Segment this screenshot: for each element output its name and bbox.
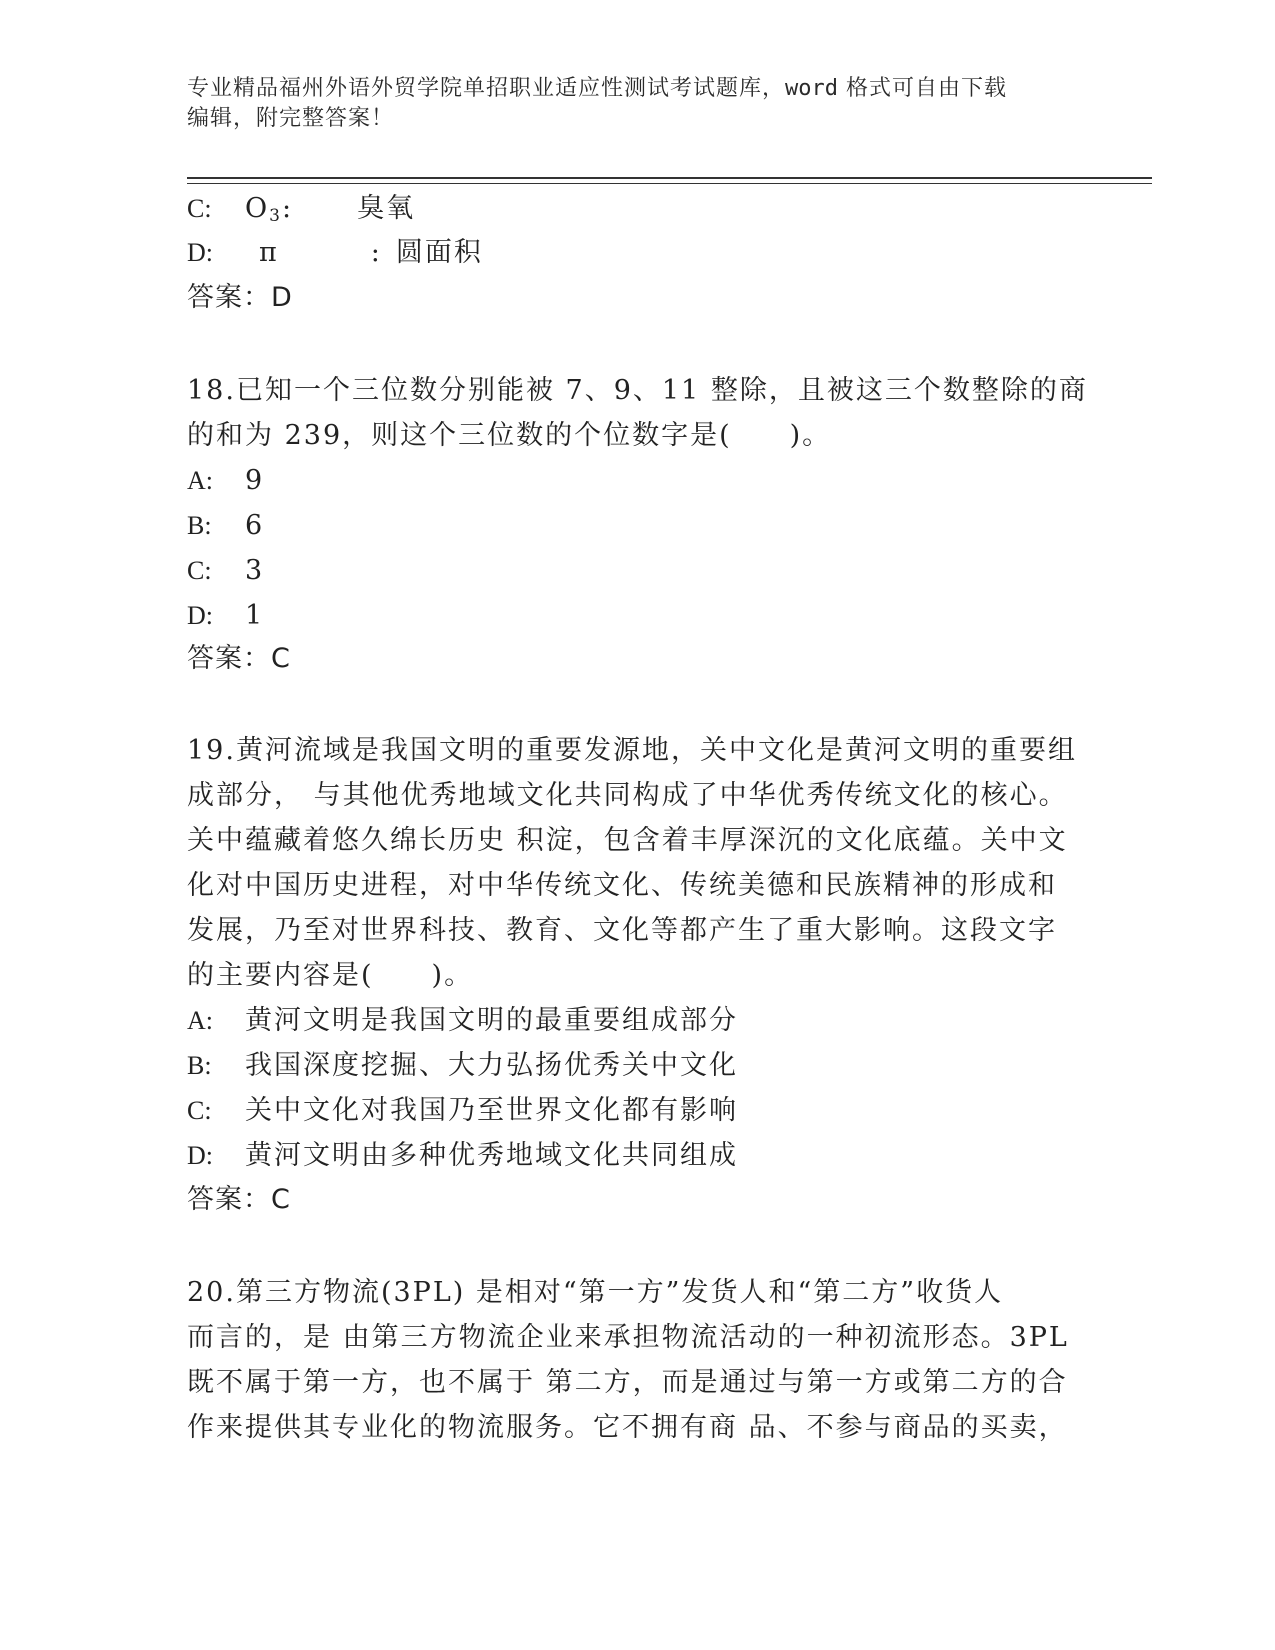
q18-option-c <box>187 554 264 588</box>
option-text: 臭氧 <box>357 193 416 224</box>
option-text: 9 <box>245 465 265 496</box>
option-letter: B: <box>187 1051 212 1080</box>
option-text: 关中文化对我国乃至世界文化都有影响 <box>245 1095 738 1126</box>
q19-stem-line-1: 19.黄河流域是我国文明的重要发源地，关中文化是黄河文明的重要组 <box>187 735 1077 766</box>
q19-option-b <box>187 1049 738 1083</box>
q19-answer: 答案：C <box>187 1184 291 1215</box>
q18-stem-line-1: 18.已知一个三位数分别能被 7、9、11 整除，且被这三个数整除的商 <box>187 375 1088 406</box>
option-letter: D: <box>187 601 213 630</box>
option-letter: C: <box>187 1096 212 1125</box>
q17-option-d <box>187 236 483 270</box>
page-header <box>187 74 1067 134</box>
option-letter: A: <box>187 1006 213 1035</box>
header-line-1-suffix: 格式可自由下载 <box>838 76 1007 101</box>
option-letter: D: <box>187 1141 213 1170</box>
header-divider-thin <box>187 183 1152 184</box>
header-line-1 <box>187 74 1067 104</box>
q20-stem-line-1: 20.第三方物流(3PL) 是相对“第一方”发货人和“第二方”收货人 <box>187 1277 1004 1308</box>
option-text: 3 <box>245 555 265 586</box>
formula-colon: : <box>281 193 294 224</box>
q20-stem-line-2: 而言的，是 由第三方物流企业来承担物流活动的一种初流形态。3PL <box>187 1322 1069 1353</box>
q19-stem-line-3: 关中蕴藏着悠久绵长历史 积淀，包含着丰厚深沉的文化底蕴。关中文 <box>187 825 1068 856</box>
option-text: 黄河文明由多种优秀地域文化共同组成 <box>245 1140 738 1171</box>
q18-answer: 答案：C <box>187 643 291 674</box>
header-line-2: 编辑，附完整答案！ <box>187 106 395 131</box>
header-divider-thick <box>187 177 1152 179</box>
q19-option-c <box>187 1094 738 1128</box>
option-text: 1 <box>245 600 265 631</box>
q19-stem-line-5: 发展，乃至对世界科技、教育、文化等都产生了重大影响。这段文字 <box>187 915 1057 946</box>
q17-option-c <box>187 192 415 226</box>
q19-stem-line-6: 的主要内容是( )。 <box>187 960 474 991</box>
option-text: 圆面积 <box>395 237 483 268</box>
header-word-label: word <box>785 76 838 101</box>
q19-stem-line-2: 成部分， 与其他优秀地域文化共同构成了中华优秀传统文化的核心。 <box>187 780 1068 811</box>
option-letter: C: <box>187 194 212 223</box>
q18-option-a <box>187 464 264 498</box>
q20-stem-line-4: 作来提供其专业化的物流服务。它不拥有商 品、不参与商品的买卖， <box>187 1412 1068 1443</box>
symbol-pi: π <box>259 237 279 268</box>
option-text: 黄河文明是我国文明的最重要组成部分 <box>245 1005 738 1036</box>
q19-stem-line-4: 化对中国历史进程，对中华传统文化、传统美德和民族精神的形成和 <box>187 870 1057 901</box>
q20-stem-line-3: 既不属于第一方，也不属于 第二方，而是通过与第一方或第二方的合 <box>187 1367 1068 1398</box>
option-letter: C: <box>187 556 212 585</box>
option-letter: B: <box>187 511 212 540</box>
option-letter: A: <box>187 466 213 495</box>
option-text: 我国深度挖掘、大力弘扬优秀关中文化 <box>245 1050 738 1081</box>
formula-subscript: 3 <box>269 206 282 226</box>
header-line-1-prefix: 专业精品福州外语外贸学院单招职业适应性测试考试题库， <box>187 76 786 101</box>
q19-option-a <box>187 1004 738 1038</box>
q17-answer: 答案：D <box>187 282 293 313</box>
formula-base: O <box>245 193 270 224</box>
option-letter: D: <box>187 238 213 267</box>
q18-stem-line-2: 的和为 239，则这个三位数的个位数字是( )。 <box>187 420 832 451</box>
option-text: 6 <box>245 510 265 541</box>
option-colon: : <box>370 237 382 268</box>
q18-option-d <box>187 599 264 633</box>
q18-option-b <box>187 509 264 543</box>
q19-option-d <box>187 1139 738 1173</box>
